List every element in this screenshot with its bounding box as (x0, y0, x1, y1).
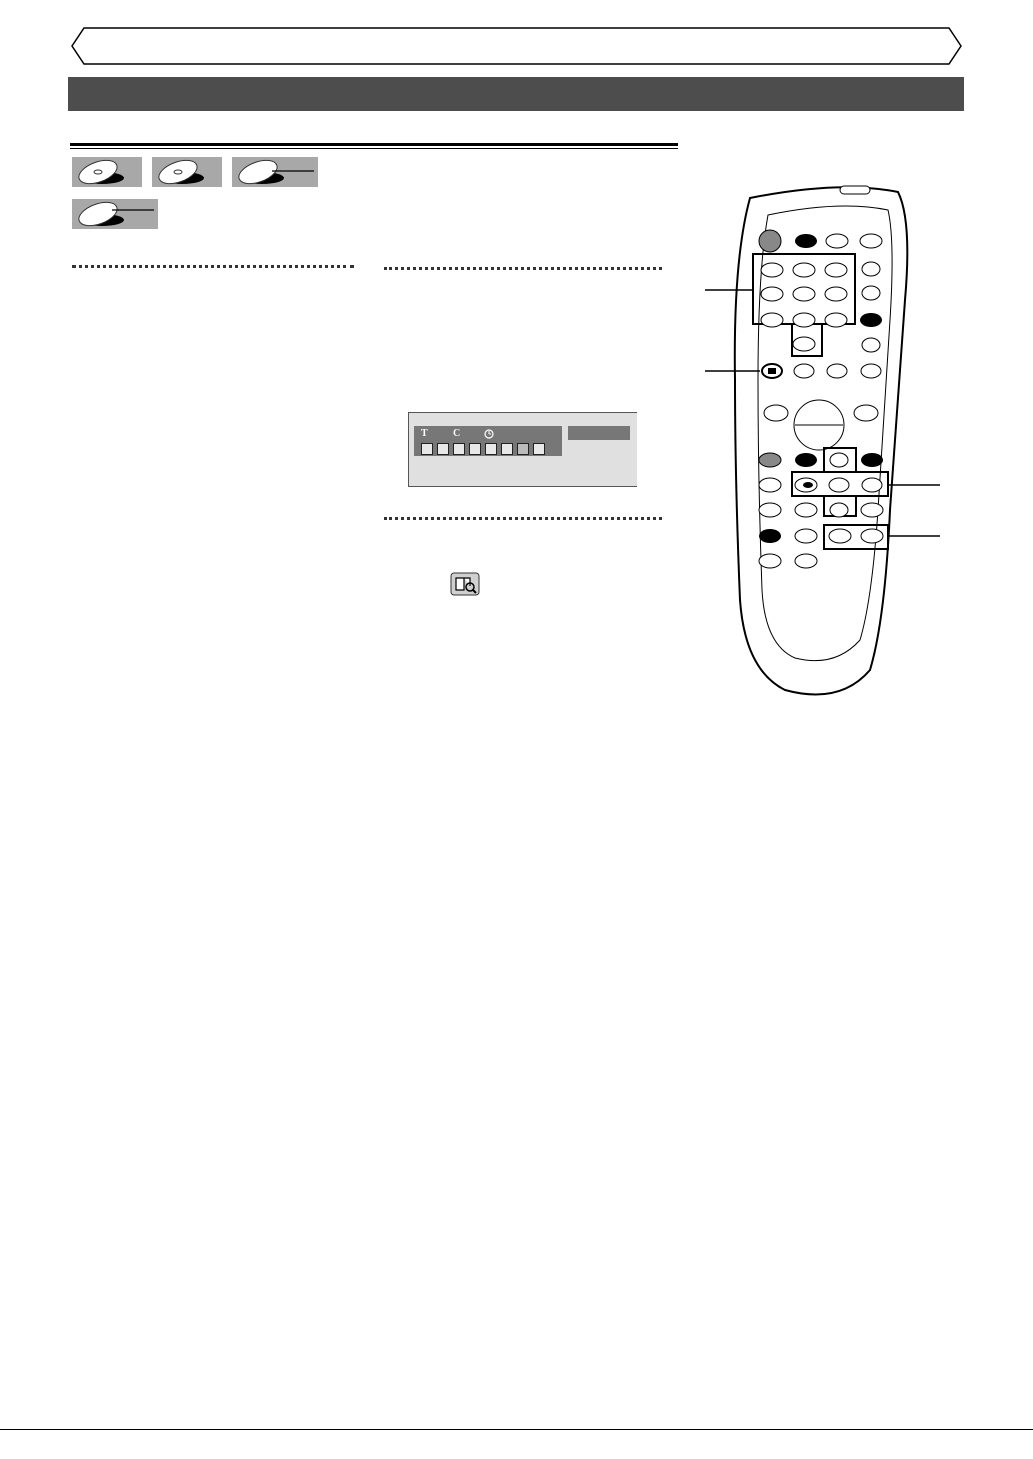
disc-type-tile (152, 157, 222, 187)
subtitle-icon (421, 443, 433, 455)
osd-chapter-label: C (453, 428, 461, 439)
page-header-banner (68, 24, 965, 68)
angle-icon (469, 443, 481, 455)
search-icon (450, 572, 480, 596)
osd-title-label: T (421, 428, 428, 439)
disc-type-tile (232, 157, 318, 187)
dotted-divider (384, 517, 662, 520)
marker-icon (517, 443, 529, 455)
disc-type-tile (72, 157, 142, 187)
dotted-divider (384, 267, 662, 270)
zoom-icon (533, 443, 545, 455)
remote-control-icon (700, 180, 980, 710)
disc-icon (72, 157, 142, 187)
caption-icon (453, 443, 465, 455)
search-icon (501, 443, 513, 455)
section-title-bar (68, 77, 964, 111)
audio-icon (437, 443, 449, 455)
disc-icon (232, 157, 318, 187)
dotted-divider (72, 265, 354, 268)
clock-icon (484, 429, 494, 439)
disc-icon (152, 157, 222, 187)
heading-rule-thin (70, 148, 678, 149)
repeat-icon (485, 443, 497, 455)
disc-icon (72, 199, 158, 229)
heading-rule (70, 143, 678, 146)
disc-type-tile (72, 199, 158, 229)
footer-rule (0, 1429, 1033, 1430)
osd-mode-tab (568, 426, 630, 440)
